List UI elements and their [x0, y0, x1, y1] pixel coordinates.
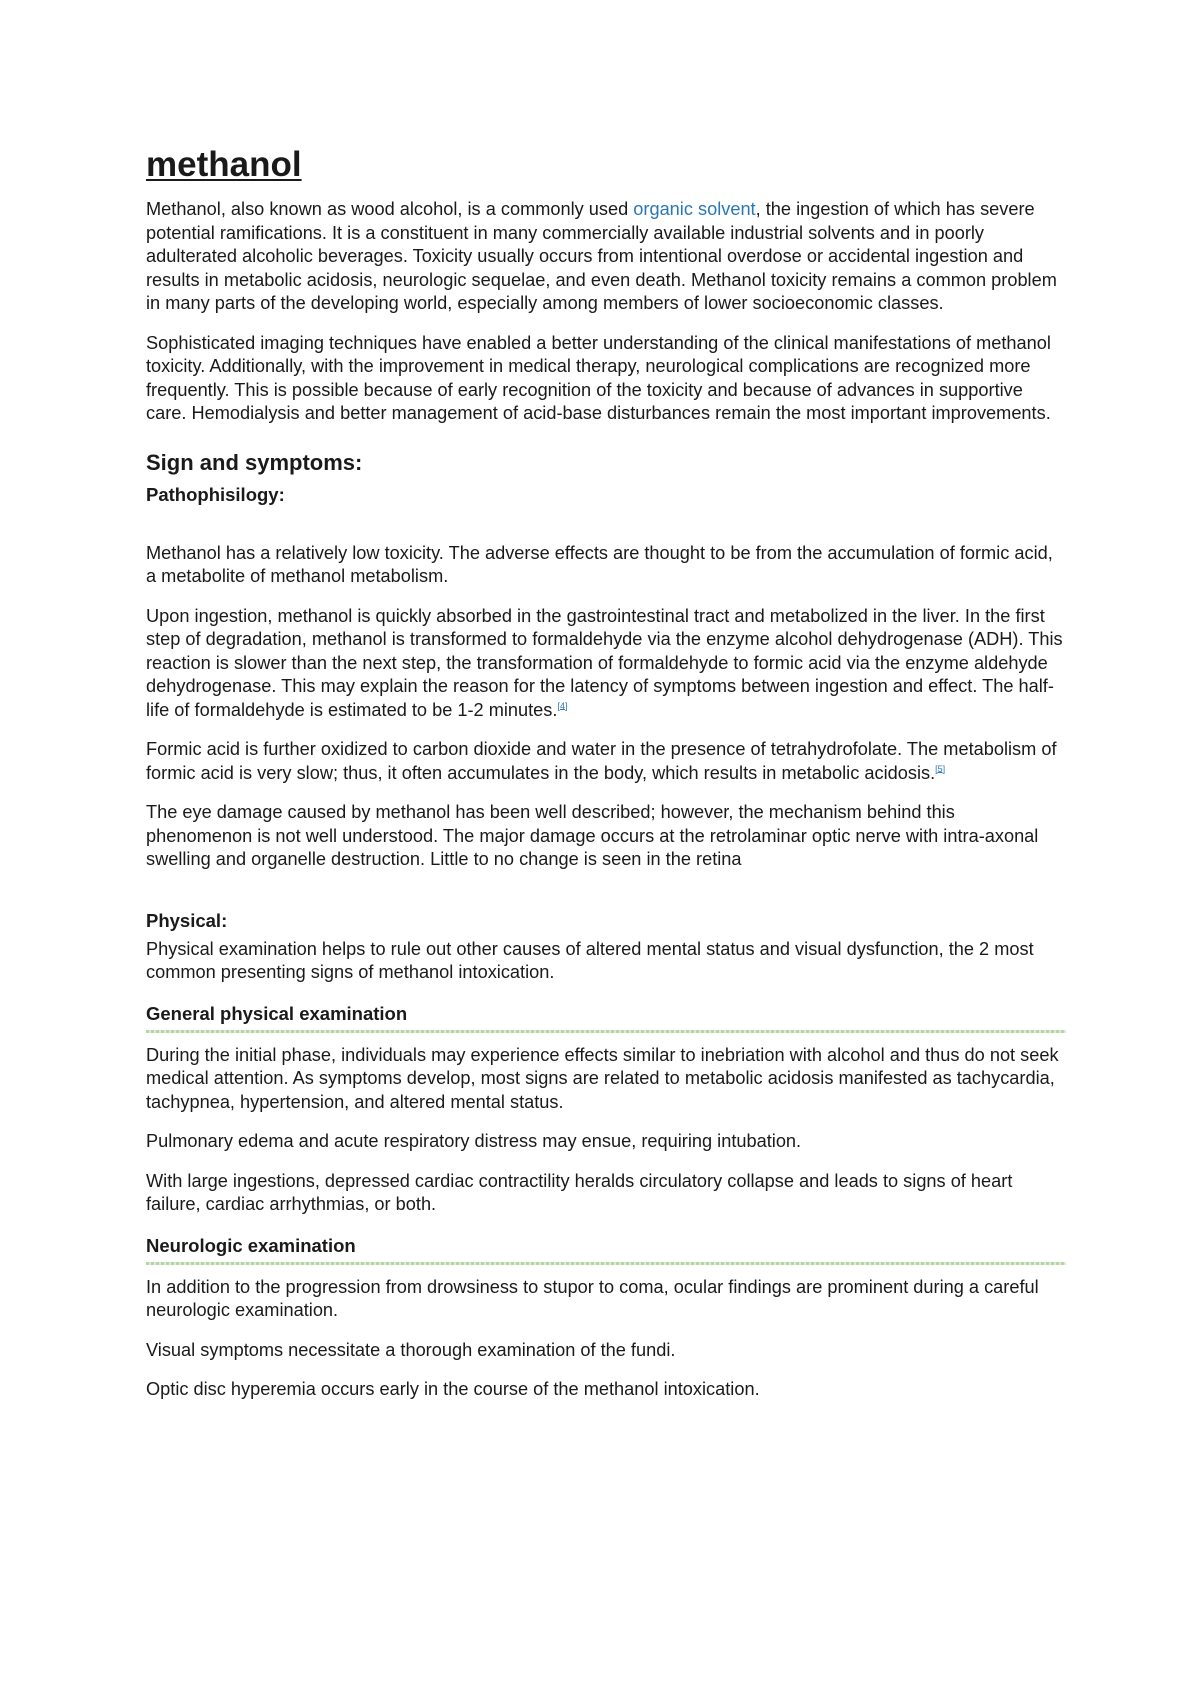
- patho-paragraph-3: [146, 738, 1066, 785]
- neuro-exam-paragraph-3: Optic disc hyperemia occurs early in the course of the methanol intoxication.: [146, 1379, 760, 1399]
- patho-paragraph-4: The eye damage caused by methanol has been well described; however, the mechanism behind this phenomenon is not well understood. The major damage occurs at the retrolaminar optic nerve with intra-axonal swelling and organelle destruction. Little to no change is seen in the retina: [146, 802, 1039, 869]
- pathophysiology-heading: Pathophisilogy:: [146, 483, 285, 505]
- intro-text-before-link: Methanol, also known as wood alcohol, is a commonly used: [146, 199, 634, 219]
- general-exam-paragraph-3: With large ingestions, depressed cardiac contractility heralds circulatory collapse and leads to signs of heart failure, cardiac arrhythmias, or both.: [146, 1170, 1013, 1214]
- intro-paragraph-2: Sophisticated imaging techniques have enabled a better understanding of the clinical manifestations of methanol toxicity. Additionally, with the improvement in medical therapy, neurological complications are recognized more frequently. This is possible because of early recognition of the toxicity and because of advances in supportive care. Hemodialysis and better management of acid-base disturbances remain the most important improvements.: [146, 332, 1051, 423]
- general-physical-examination-heading: General physical examination: [146, 1002, 408, 1024]
- reference-link-4[interactable]: [4]: [557, 700, 568, 711]
- patho-paragraph-2: [146, 605, 1066, 723]
- sign-and-symptoms-heading: Sign and symptoms:: [146, 449, 363, 475]
- physical-paragraph-1: Physical examination helps to rule out other causes of altered mental status and visual dysfunction, the 2 most common presenting signs of methanol intoxication.: [146, 938, 1034, 982]
- document-page: [146, 142, 1066, 1418]
- patho-paragraph-3-text: Formic acid is further oxidized to carbon dioxide and water in the presence of tetrahydrofolate. The metabolism of formic acid is very slow; thus, it often accumulates in the body, which results in metabolic acidosis.: [146, 739, 1057, 783]
- neuro-exam-paragraph-1: In addition to the progression from drowsiness to stupor to coma, ocular findings are prominent during a careful neurologic examination.: [146, 1276, 1039, 1320]
- general-exam-paragraph-1: During the initial phase, individuals may experience effects similar to inebriation with alcohol and thus do not seek medical attention. As symptoms develop, most signs are related to metabolic acidosis manifested as tachycardia, tachypnea, hypertension, and altered mental status.: [146, 1044, 1059, 1112]
- intro-text-after-link: , the ingestion of which has severe potential ramifications. It is a constituent in many commercially available industrial solvents and in poorly adulterated alcoholic beverages. Toxicity usually occurs from intentional overdose or accidental ingestion and results in metabolic acidosis, neurologic sequelae, and even death. Methanol toxicity remains a common problem in many parts of the developing world, especially among members of lower socioeconomic classes.: [146, 199, 1057, 313]
- intro-paragraph-1: [146, 198, 1066, 316]
- section-divider: [146, 1262, 1066, 1265]
- neurologic-examination-heading: Neurologic examination: [146, 1234, 356, 1256]
- physical-heading: Physical:: [146, 909, 228, 931]
- neuro-exam-paragraph-2: Visual symptoms necessitate a thorough examination of the fundi.: [146, 1339, 676, 1360]
- general-exam-paragraph-2: Pulmonary edema and acute respiratory distress may ensue, requiring intubation.: [146, 1131, 802, 1151]
- page-title: methanol: [146, 145, 302, 184]
- patho-paragraph-1: Methanol has a relatively low toxicity. The adverse effects are thought to be from the accumulation of formic acid, a metabolite of methanol metabolism.: [146, 542, 1053, 586]
- patho-paragraph-2-text: Upon ingestion, methanol is quickly absorbed in the gastrointestinal tract and metabolized in the liver. In the first step of degradation, methanol is transformed to formaldehyde via the enzyme alcohol dehydrogenase (ADH). This reaction is slower than the next step, the transformation of formaldehyde to formic acid via the enzyme aldehyde dehydrogenase. This may explain the reason for the latency of symptoms between ingestion and effect. The half-life of formaldehyde is estimated to be 1-2 minutes.: [146, 605, 1063, 720]
- section-divider: [146, 1030, 1066, 1033]
- organic-solvent-link[interactable]: organic solvent: [633, 199, 756, 219]
- reference-link-5[interactable]: [5]: [935, 763, 946, 774]
